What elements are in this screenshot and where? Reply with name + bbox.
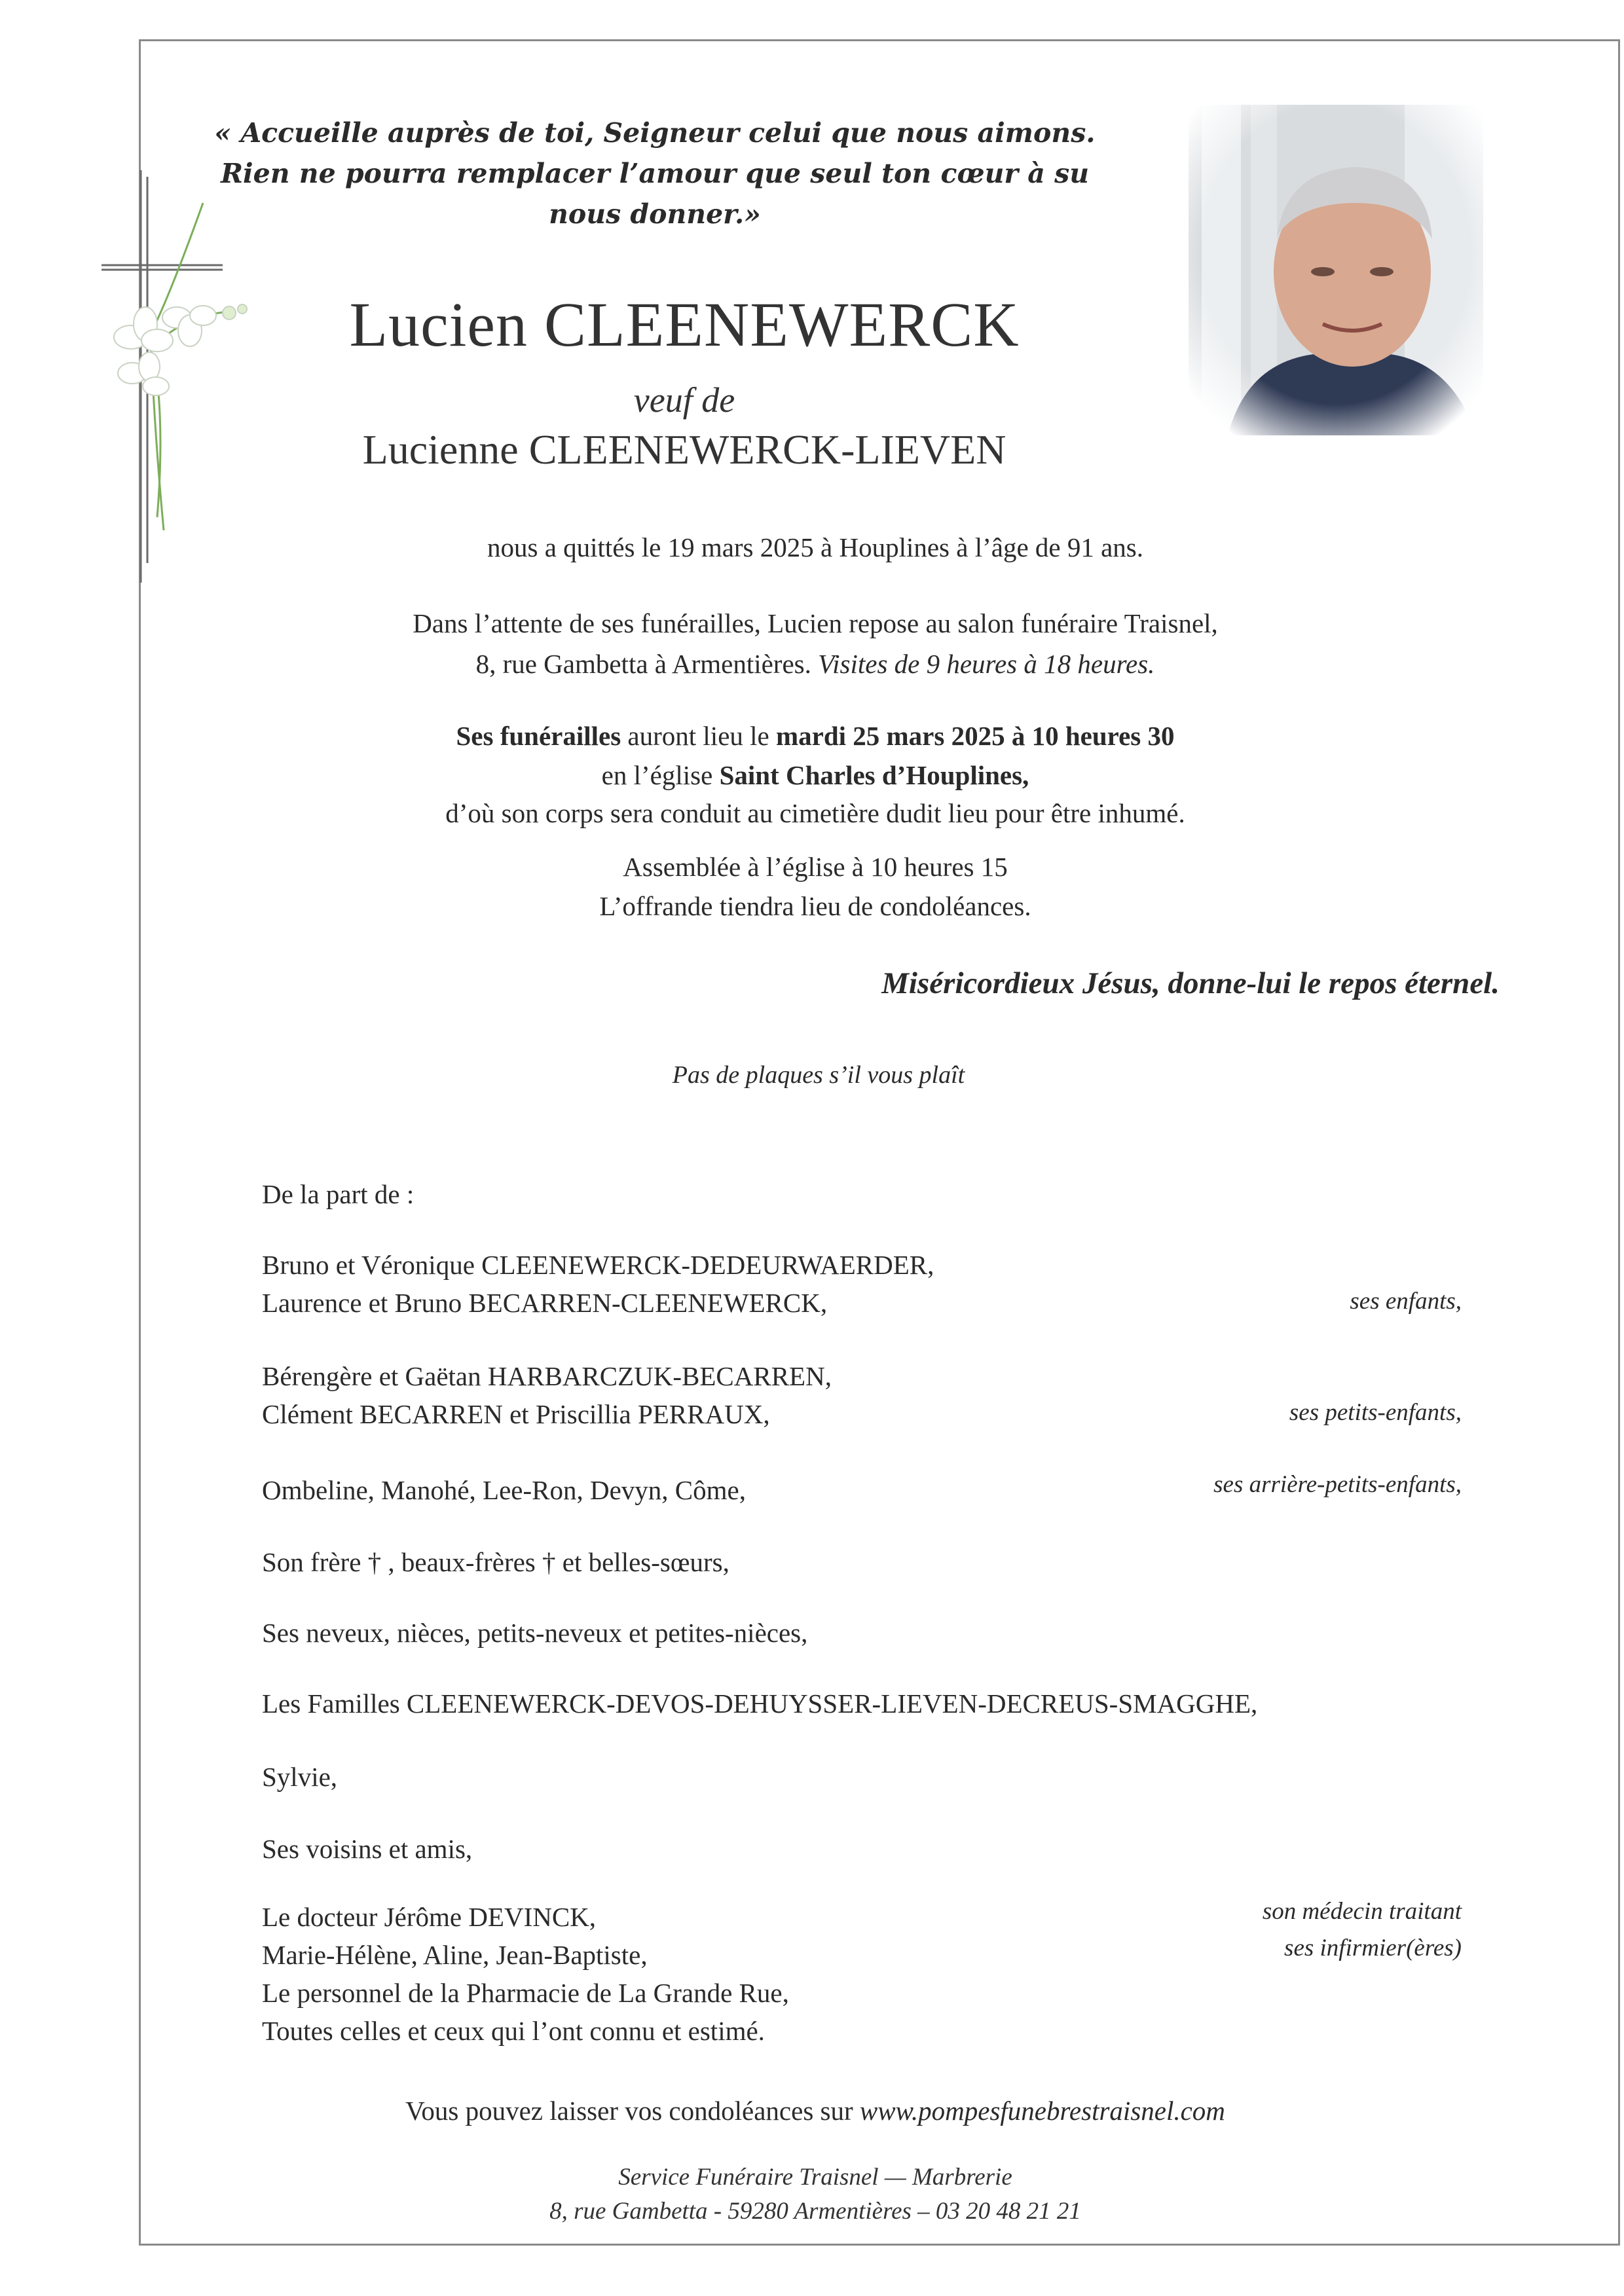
orchid-flower-icon — [114, 304, 247, 395]
quote-line-2: Rien ne pourra remplacer l’amour que seul ton cœur à su nous donner.» — [220, 158, 1090, 230]
families-line: Les Familles CLEENEWERCK-DEVOS-DEHUYSSER-LIEVEN-DECREUS-SMAGGHE, — [262, 1688, 1258, 1719]
children-label: ses enfants, — [1350, 1288, 1462, 1315]
funeral-home-address: 8, rue Gambetta à Armentières. — [475, 649, 811, 679]
visit-hours: Visites de 9 heures à 18 heures. — [818, 649, 1155, 679]
all-line: Toutes celles et ceux qui l’ont connu et estimé. — [262, 2016, 765, 2046]
condolences-text: Vous pouvez laisser vos condoléances sur — [405, 2096, 860, 2126]
doctor-line: Le docteur Jérôme DEVINCK, — [262, 1902, 597, 1932]
condolences-line — [275, 2095, 1356, 2126]
orchid-stem-icon — [151, 203, 236, 530]
deceased-name: Lucien CLEENEWERCK — [349, 289, 1020, 359]
great-grandchildren-label: ses arrière-petits-enfants, — [1213, 1471, 1462, 1498]
no-plaques-note: Pas de plaques s’il vous plaît — [672, 1061, 965, 1089]
grandchildren-line-1: Bérengère et Gaëtan HARBARCZUK-BECARREN, — [262, 1361, 832, 1391]
funeral-mid: auront lieu le — [621, 721, 776, 751]
children-line-1: Bruno et Véronique CLEENEWERCK-DEDEURWAERDER, — [262, 1250, 934, 1280]
nurses-label: ses infirmier(ères) — [1284, 1935, 1462, 1961]
opening-quote — [196, 113, 1113, 234]
nurses-line: Marie-Hélène, Aline, Jean-Baptiste, — [262, 1940, 648, 1970]
neighbours-line: Ses voisins et amis, — [262, 1834, 473, 1864]
rest-line-1: Dans l’attente de ses funérailles, Lucien repose au salon funéraire Traisnel, — [413, 608, 1218, 638]
condolences-url[interactable]: www.pompesfunebrestraisnel.com — [859, 2096, 1225, 2126]
church-prefix: en l’église — [601, 760, 720, 790]
grandchildren-label: ses petits-enfants, — [1289, 1399, 1462, 1426]
funeral-date — [275, 720, 1356, 752]
funeral-datetime: mardi 25 mars 2025 à 10 heures 30 — [775, 721, 1175, 751]
church-name: Saint Charles d’Houplines, — [719, 760, 1029, 790]
rest-line-2 — [275, 648, 1356, 680]
burial-line: d’où son corps sera conduit au cimetière dudit lieu pour être inhumé. — [445, 798, 1185, 828]
great-grandchildren-line: Ombeline, Manohé, Lee-Ron, Devyn, Côme, — [262, 1475, 746, 1505]
grandchildren-line-2: Clément BECARREN et Priscillia PERRAUX, — [262, 1399, 770, 1429]
funeral-label: Ses funérailles — [456, 721, 621, 751]
spouse-name: Lucienne CLEENEWERCK-LIEVEN — [362, 426, 1006, 473]
siblings-line: Son frère † , beaux-frères † et belles-sœurs, — [262, 1547, 729, 1577]
doctor-label: son médecin traitant — [1262, 1898, 1462, 1925]
nephews-line: Ses neveux, nièces, petits-neveux et petites-nièces, — [262, 1618, 808, 1648]
footer — [275, 2160, 1356, 2229]
family-intro: De la part de : — [262, 1179, 415, 1209]
cross-orchid-decoration — [92, 164, 282, 589]
quote-line-1: « Accueille auprès de toi, Seigneur celui que nous aimons. — [214, 117, 1096, 149]
death-announcement: nous a quittés le 19 mars 2025 à Houplines à l’âge de 91 ans. — [487, 532, 1143, 562]
prayer: Miséricordieux Jésus, donne-lui le repos éternel. — [881, 966, 1500, 1000]
sylvie-line: Sylvie, — [262, 1762, 338, 1792]
widow-of: veuf de — [633, 380, 735, 420]
assembly-line: Assemblée à l’église à 10 heures 15 — [623, 852, 1008, 882]
portrait-photo — [1189, 105, 1483, 435]
children-line-2: Laurence et Bruno BECARREN-CLEENEWERCK, — [262, 1288, 828, 1318]
church-line — [275, 759, 1356, 791]
footer-line-1: Service Funéraire Traisnel — Marbrerie — [618, 2164, 1012, 2191]
offering-line: L’offrande tiendra lieu de condoléances. — [599, 891, 1031, 921]
footer-line-2: 8, rue Gambetta - 59280 Armentières – 03 20 48 21 21 — [549, 2198, 1081, 2225]
pharmacy-line: Le personnel de la Pharmacie de La Grande Rue, — [262, 1978, 789, 2008]
